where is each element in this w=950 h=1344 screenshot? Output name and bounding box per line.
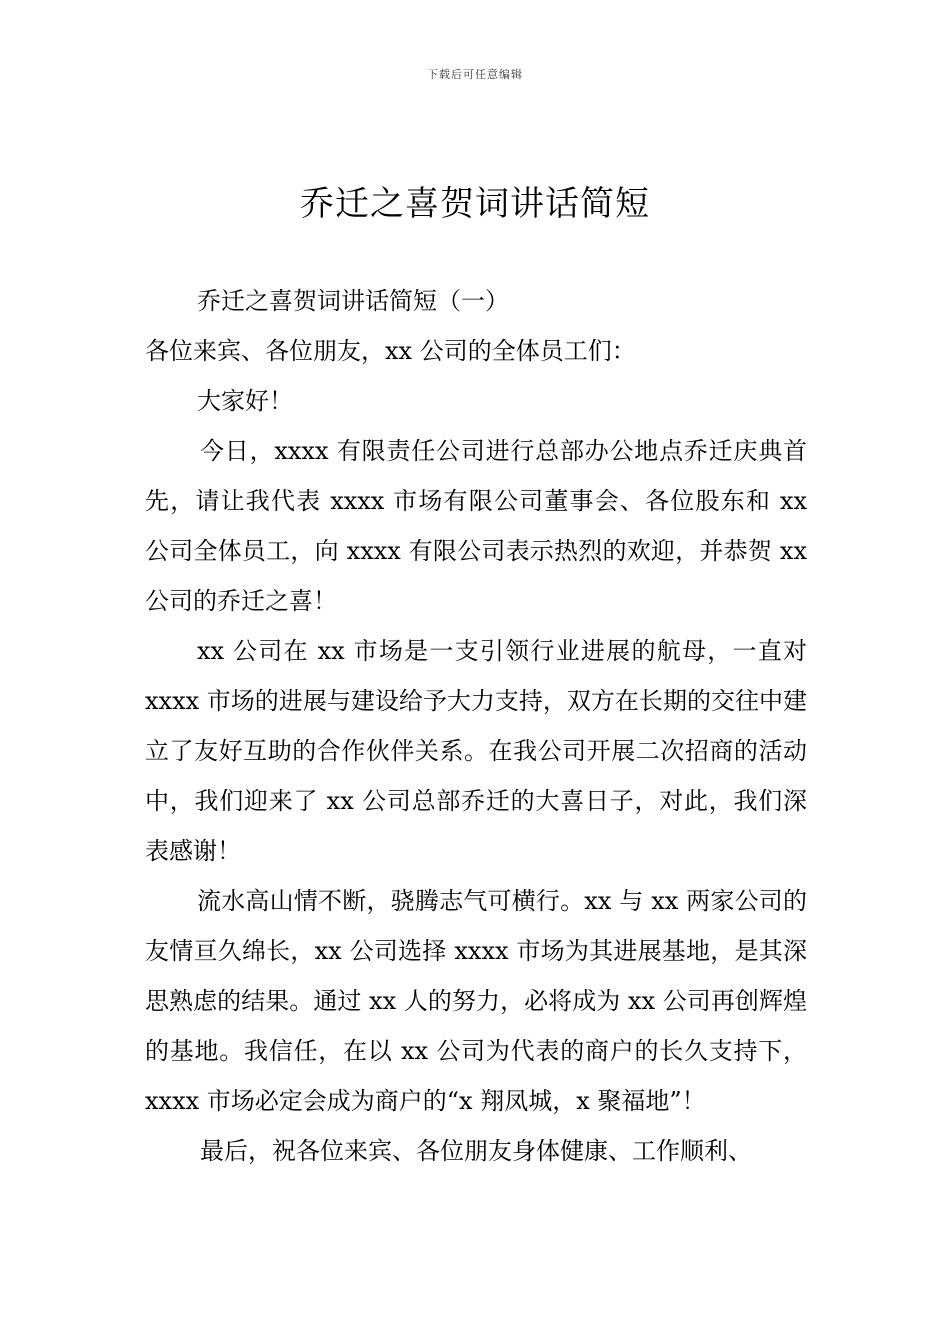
section-heading: 乔迁之喜贺词讲话简短（一） — [197, 287, 509, 315]
page-header-note: 下载后可任意编辑 — [427, 68, 523, 81]
greeting: 大家好！ — [197, 387, 293, 415]
body-paragraph: 今日，xxxx 有限责任公司进行总部办公地点乔迁庆典首先，请让我代表 xxxx 市场有限公司董事会、各位股东和 xx 公司全体员工，向 xxxx 有限公司表示热烈的欢迎，并恭贺 xx 公司的乔迁之喜！ — [145, 437, 807, 615]
body-paragraph: 最后，祝各位来宾、各位朋友身体健康、工作顺利、 — [200, 1137, 752, 1165]
salutation: 各位来宾、各位朋友，xx 公司的全体员工们： — [145, 337, 636, 365]
body-paragraph: xx 公司在 xx 市场是一支引领行业进展的航母，一直对 xxxx 市场的进展与建设给予大力支持，双方在长期的交往中建立了友好互助的合作伙伴关系。在我公司开展二次招商的活动中，我们迎来了 xx 公司总部乔迁的大喜日子，对此，我们深表感谢！ — [145, 637, 807, 865]
body-paragraph: 流水高山情不断，骁腾志气可横行。xx 与 xx 两家公司的友情亘久绵长，xx 公司选择 xxxx 市场为其进展基地，是其深思熟虑的结果。通过 xx 人的努力，必将成为 xx 公司再创辉煌的基地。我信任，在以 xx 公司为代表的商户的长久支持下，xxxx 市场必定会成为商户的“x 翔凤城，x 聚福地”！ — [145, 887, 807, 1115]
document-body — [145, 276, 807, 1176]
document-title: 乔迁之喜贺词讲话简短 — [300, 184, 650, 224]
